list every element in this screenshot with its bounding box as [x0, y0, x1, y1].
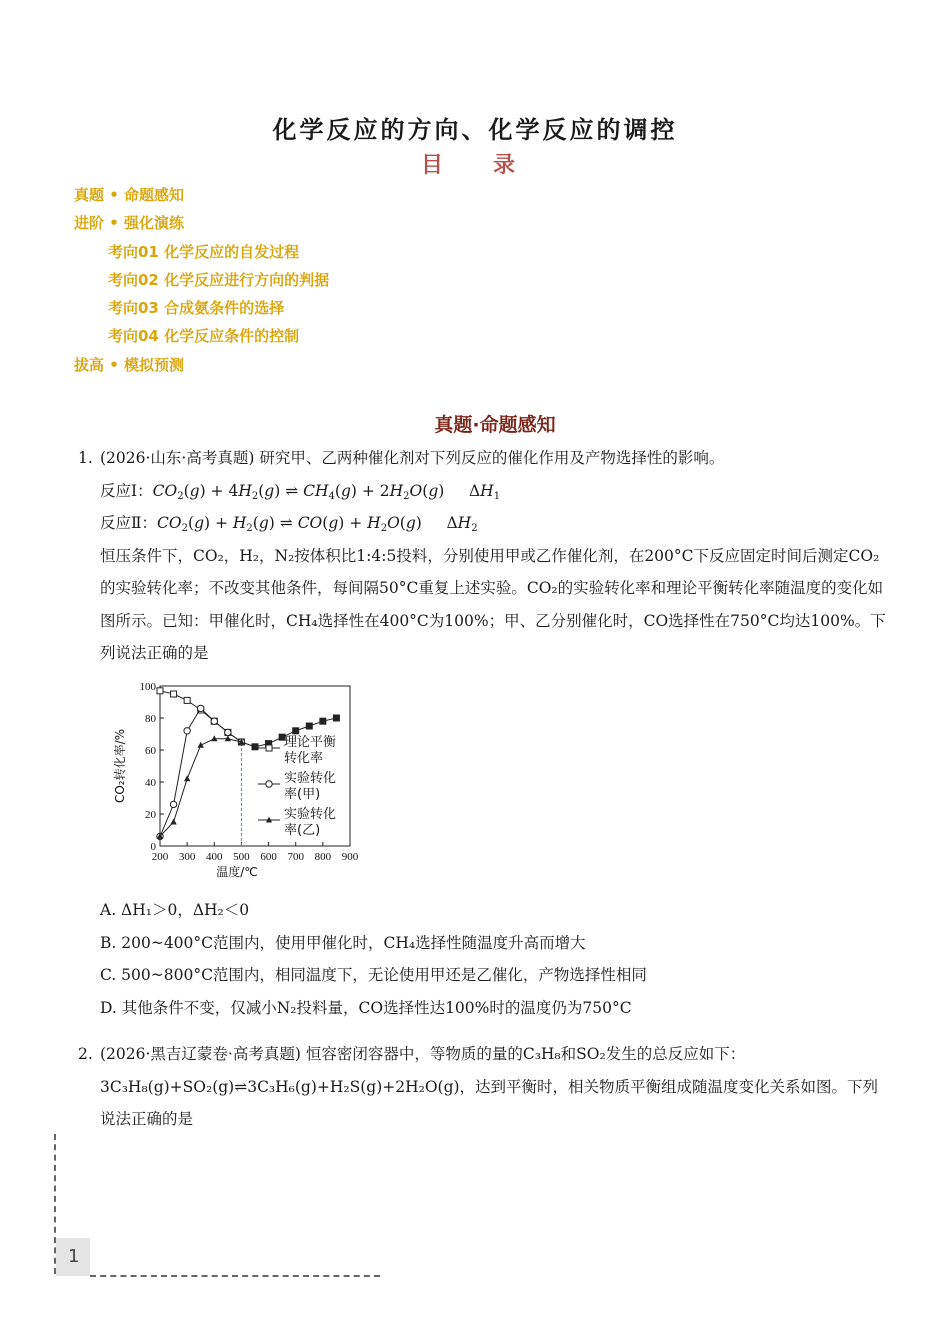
- x-tick-label: 200: [151, 851, 169, 863]
- point-theoretical: [320, 718, 326, 724]
- toc-item-bagao[interactable]: 拔高 • 模拟预测: [74, 355, 185, 374]
- x-tick-label: 900: [341, 851, 359, 863]
- legend-label-line2: 率(甲): [284, 787, 321, 802]
- legend-label-line1: 实验转化: [284, 807, 337, 822]
- page-title: 化学反应的方向、化学反应的调控: [272, 115, 678, 144]
- toc-item-kaoxiang-03[interactable]: 考向03 合成氨条件的选择: [108, 299, 285, 318]
- y-tick-label: 80: [145, 713, 156, 725]
- option-b[interactable]: B. 200~400°C范围内，使用甲催化时，CH₄选择性随温度升高而增大: [100, 933, 586, 952]
- x-tick-label: 800: [314, 851, 332, 863]
- point-catalyst-a: [211, 718, 217, 724]
- y-tick-label: 0: [150, 841, 156, 853]
- x-tick-label: 700: [287, 851, 304, 863]
- legend-label-line1: 实验转化: [284, 771, 337, 786]
- question-number: 2.: [78, 1045, 93, 1063]
- question-stem-text: 研究甲、乙两种催化剂对下列反应的催化作用及产物选择性的影响。: [259, 449, 725, 467]
- x-tick-label: 600: [260, 851, 277, 863]
- y-tick-label: 40: [145, 777, 156, 789]
- question-stem-text: 恒容密闭容器中，等物质的量的C₃H₈和SO₂发生的总反应如下：3C₃H₈(g)+SO₂(g)⇌3C₃H₆(g)+H₂S(g)+2H₂O(g)，达到平衡时，相关物质平衡组成随温度变化关系如图。下列说法正确的是: [100, 1045, 879, 1128]
- question-1: [78, 442, 890, 670]
- toc-item-zhenti[interactable]: 真题 • 命题感知: [74, 186, 185, 204]
- y-tick-label: 20: [145, 809, 156, 821]
- point-theoretical: [171, 691, 177, 697]
- legend-label-line2: 转化率: [284, 751, 324, 766]
- option-c[interactable]: C. 500~800°C范围内，相同温度下，无论使用甲还是乙催化，产物选择性相同: [100, 966, 647, 984]
- toc-item-kaoxiang-01[interactable]: 考向01 化学反应的自发过程: [108, 242, 300, 261]
- question-number: 1.: [78, 449, 93, 467]
- y-tick-label: 100: [139, 681, 156, 693]
- toc-heading: 目 录: [420, 153, 529, 178]
- x-tick-label: 500: [233, 851, 250, 863]
- footer-dashed-horizontal: [90, 1275, 380, 1277]
- point-theoretical: [184, 697, 190, 703]
- page-number: 1: [68, 1246, 80, 1267]
- question-1-options: [78, 894, 890, 1024]
- question-source: (2026·黑吉辽蒙卷·高考真题): [100, 1045, 301, 1063]
- reaction-2-label: 反应Ⅱ：: [100, 514, 158, 532]
- x-tick-label: 300: [178, 851, 196, 863]
- toc-item-kaoxiang-04[interactable]: 考向04 化学反应条件的控制: [108, 327, 300, 346]
- option-d[interactable]: D. 其他条件不变，仅减小N₂投料量，CO选择性达100%时的温度仍为750°C: [100, 998, 632, 1017]
- co2-conversion-chart: [108, 674, 373, 884]
- reaction-1: 反应Ⅰ：$CO_2(g) + 4H_2(g)$ ⇌ $CH_4(g) + 2H_2O(g)$ $\Delta H_1$: [100, 481, 501, 502]
- point-catalyst-a: [198, 705, 204, 711]
- x-tick-label: 400: [206, 851, 223, 863]
- point-theoretical: [293, 728, 299, 734]
- toc-item-jinjie[interactable]: 进阶 • 强化演练: [74, 214, 185, 233]
- point-theoretical: [306, 723, 312, 729]
- y-axis-label: CO₂转化率/%: [113, 728, 127, 804]
- toc-item-kaoxiang-02[interactable]: 考向02 化学反应进行方向的判据: [108, 270, 330, 289]
- question-paragraph: 恒压条件下，CO₂，H₂，N₂按体积比1:4:5投料，分别使用甲或乙作催化剂，在200°C下反应固定时间后测定CO₂的实验转化率；不改变其他条件，每间隔50°C重复上述实验。CO₂的实验转化率和理论平衡转化率随温度的变化如图所示。已知：甲催化时，CH₄选择性在400°C为100%；甲、乙分别催化时，CO选择性在750°C均达100%。下列说法正确的是: [100, 546, 886, 662]
- point-theoretical: [157, 688, 163, 694]
- legend-label-line1: 理论平衡: [284, 735, 337, 750]
- point-catalyst-a: [184, 728, 190, 734]
- question-2: [78, 1038, 890, 1136]
- point-theoretical: [252, 744, 258, 750]
- point-catalyst-a: [170, 801, 176, 807]
- point-theoretical: [333, 715, 339, 721]
- legend-marker-square: [266, 745, 272, 751]
- section-title: 真题·命题感知: [434, 414, 556, 436]
- reaction-2: 反应Ⅱ：$CO_2(g) + H_2(g)$ ⇌ $CO(g) + H_2O(g)$ $\Delta H_2$: [100, 514, 478, 534]
- option-a[interactable]: A. ΔH₁＞0，ΔH₂＜0: [100, 901, 250, 919]
- reaction-1-label: 反应Ⅰ：: [100, 481, 153, 500]
- plot-frame: [160, 686, 350, 846]
- y-tick-label: 60: [145, 745, 156, 757]
- table-of-contents: [74, 184, 329, 382]
- legend-marker-circle: [266, 781, 272, 787]
- x-axis-label: 温度/℃: [216, 865, 258, 879]
- legend-label-line2: 率(乙): [284, 823, 321, 838]
- question-2-stem: [78, 1038, 890, 1136]
- point-catalyst-a: [225, 729, 231, 735]
- question-stem: [78, 442, 890, 475]
- question-source: (2026·山东·高考真题): [100, 449, 255, 467]
- chart-svg: [108, 674, 373, 884]
